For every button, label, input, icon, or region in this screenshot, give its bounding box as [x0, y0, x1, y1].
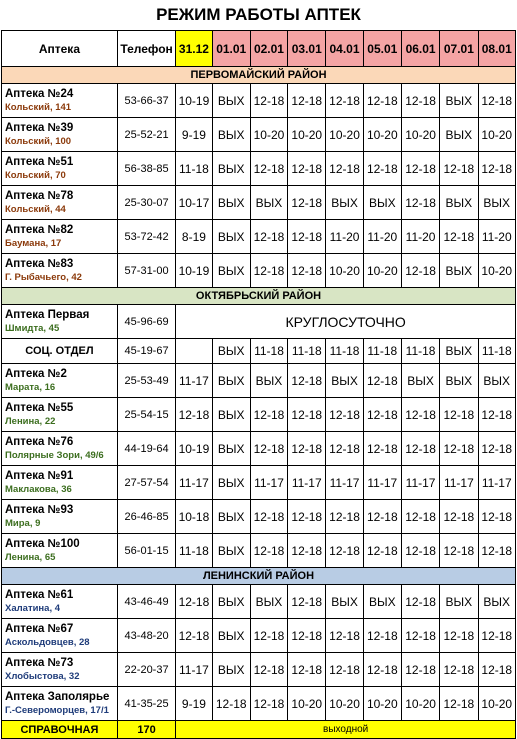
pharmacy-cell: [2, 432, 118, 466]
hours-cell: 10-20: [363, 254, 401, 288]
phone-cell: 45-96-69: [117, 305, 175, 339]
soc-label: СОЦ. ОТДЕЛ: [2, 339, 118, 364]
phone-cell: 22-20-37: [117, 653, 175, 687]
pharmacy-address: Халатина, 4: [5, 602, 61, 614]
pharmacy-address: Г. Рыбачьего, 42: [5, 271, 82, 283]
hours-cell: 12-18: [288, 84, 326, 118]
pharmacy-address: Полярные Зори, 49/6: [5, 449, 104, 461]
hours-cell: 10-20: [326, 687, 363, 721]
hours-cell: 12-18: [326, 500, 363, 534]
district-header: [2, 67, 516, 84]
hours-cell: 12-18: [326, 619, 363, 653]
hours-cell: 12-18: [440, 653, 478, 687]
date-header: 05.01: [363, 31, 401, 67]
table-row: [2, 254, 516, 288]
hours-cell: 12-18: [401, 152, 439, 186]
district-name: ЛЕНИНСКИЙ РАЙОН: [2, 568, 516, 585]
hours-cell: 12-18: [250, 254, 287, 288]
hours-cell: 12-18: [401, 254, 439, 288]
hours-cell: 11-17: [326, 466, 363, 500]
pharmacy-name: Аптека Заполярье: [5, 690, 110, 703]
hours-cell: ВЫХ: [250, 585, 287, 619]
pharmacy-address: Хлобыстова, 32: [5, 670, 80, 682]
hours-cell: 10-20: [478, 687, 516, 721]
hours-cell: ВЫХ: [363, 186, 401, 220]
hours-cell: 10-20: [363, 118, 401, 152]
hours-cell: 11-17: [401, 466, 439, 500]
phone-cell: 44-19-64: [117, 432, 175, 466]
pharmacy-address: Марата, 16: [5, 381, 56, 393]
col-pharmacy-header: Аптека: [2, 31, 118, 67]
hours-cell: 10-20: [401, 687, 439, 721]
pharmacy-name: Аптека №93: [5, 503, 74, 516]
hours-cell: 12-18: [250, 534, 287, 568]
hours-cell: 12-18: [250, 500, 287, 534]
hours-cell: 11-17: [176, 653, 212, 687]
hours-cell: 12-18: [326, 432, 363, 466]
hours-cell: 10-19: [176, 84, 212, 118]
hours-cell: 11-18: [250, 339, 287, 364]
hours-cell: 12-18: [440, 432, 478, 466]
phone-cell: 56-01-15: [117, 534, 175, 568]
hours-cell: ВЫХ: [212, 364, 250, 398]
hours-cell: 11-18: [326, 339, 363, 364]
hours-cell: 11-18: [176, 534, 212, 568]
hours-cell: 12-18: [288, 432, 326, 466]
hours-cell: ВЫХ: [440, 364, 478, 398]
pharmacy-address: Ленина, 65: [5, 551, 56, 563]
hours-cell: 12-18: [440, 500, 478, 534]
hours-cell: 12-18: [288, 653, 326, 687]
hours-cell: 12-18: [250, 619, 287, 653]
hours-cell: 12-18: [363, 653, 401, 687]
hours-cell: 10-19: [176, 432, 212, 466]
pharmacy-name: Аптека №61: [5, 588, 74, 601]
phone-cell: 56-38-85: [117, 152, 175, 186]
hours-cell: 9-19: [176, 118, 212, 152]
hours-cell: 12-18: [478, 398, 516, 432]
phone-cell: 43-46-49: [117, 585, 175, 619]
hours-cell: 11-18: [288, 339, 326, 364]
hours-cell: 12-18: [176, 398, 212, 432]
pharmacy-cell: [2, 152, 118, 186]
hours-cell: ВЫХ: [212, 254, 250, 288]
hours-cell: ВЫХ: [440, 339, 478, 364]
header-row: [2, 31, 516, 67]
hours-cell: ВЫХ: [440, 186, 478, 220]
hours-cell: ВЫХ: [212, 500, 250, 534]
pharmacy-cell: [2, 653, 118, 687]
hours-cell: ВЫХ: [440, 118, 478, 152]
hours-cell: 12-18: [440, 398, 478, 432]
hours-cell: 12-18: [326, 398, 363, 432]
pharmacy-cell: [2, 466, 118, 500]
table-row: [2, 500, 516, 534]
table-row: [2, 398, 516, 432]
hours-cell: 12-18: [440, 687, 478, 721]
hours-cell: ВЫХ: [478, 186, 516, 220]
hours-cell: ВЫХ: [401, 364, 439, 398]
hours-cell: 12-18: [326, 84, 363, 118]
table-row: [2, 118, 516, 152]
hours-cell: 12-18: [363, 364, 401, 398]
pharmacy-cell: [2, 398, 118, 432]
hours-cell: 10-20: [250, 118, 287, 152]
hours-cell: 11-18: [401, 339, 439, 364]
phone-cell: 25-52-21: [117, 118, 175, 152]
pharmacy-cell: [2, 305, 118, 339]
pharmacy-address: Ленина, 22: [5, 415, 56, 427]
pharmacy-cell: [2, 118, 118, 152]
pharmacy-cell: [2, 534, 118, 568]
hours-cell: 11-17: [363, 466, 401, 500]
pharmacy-cell: [2, 364, 118, 398]
hours-cell: 11-18: [478, 339, 516, 364]
hours-cell: 12-18: [363, 500, 401, 534]
hours-cell: 12-18: [212, 687, 250, 721]
footer-row: [2, 721, 516, 739]
pharmacy-cell: [2, 254, 118, 288]
hours-cell: 12-18: [401, 500, 439, 534]
hours-cell: 12-18: [250, 398, 287, 432]
hours-cell: 12-18: [401, 619, 439, 653]
hours-cell: 11-18: [176, 152, 212, 186]
hours-cell: 12-18: [288, 220, 326, 254]
hours-cell: 10-20: [363, 687, 401, 721]
table-row: [2, 220, 516, 254]
date-header: 06.01: [401, 31, 439, 67]
pharmacy-cell: [2, 84, 118, 118]
hours-cell: 12-18: [288, 152, 326, 186]
table-row: [2, 534, 516, 568]
hours-cell: 12-18: [288, 364, 326, 398]
pharmacy-name: Аптека №78: [5, 189, 74, 202]
hours-cell: 12-18: [326, 534, 363, 568]
pharmacy-cell: [2, 687, 118, 721]
hours-cell: ВЫХ: [212, 118, 250, 152]
col-phone-header: Телефон: [117, 31, 175, 67]
hours-cell: 12-18: [440, 534, 478, 568]
hours-cell: 11-17: [176, 364, 212, 398]
help-desk-label: СПРАВОЧНАЯ: [2, 721, 118, 739]
table-row: [2, 619, 516, 653]
hours-cell: ВЫХ: [326, 186, 363, 220]
hours-cell: 11-20: [401, 220, 439, 254]
hours-cell: 12-18: [176, 585, 212, 619]
date-header: 31.12: [176, 31, 212, 67]
hours-cell: ВЫХ: [212, 585, 250, 619]
phone-cell: 25-53-49: [117, 364, 175, 398]
hours-cell: 10-20: [326, 118, 363, 152]
hours-cell: 12-18: [250, 84, 287, 118]
hours-cell: 12-18: [401, 432, 439, 466]
hours-cell: 12-18: [440, 220, 478, 254]
hours-cell: 12-18: [478, 152, 516, 186]
pharmacy-name: Аптека №39: [5, 121, 74, 134]
hours-cell: 12-18: [401, 186, 439, 220]
date-header: 08.01: [478, 31, 516, 67]
hours-cell: ВЫХ: [326, 364, 363, 398]
pharmacy-cell: [2, 585, 118, 619]
hours-cell: 12-18: [363, 398, 401, 432]
pharmacy-address: Кольский, 70: [5, 169, 66, 181]
hours-cell: 12-18: [363, 84, 401, 118]
district-header: [2, 288, 516, 305]
phone-cell: 27-57-54: [117, 466, 175, 500]
date-header: 04.01: [326, 31, 363, 67]
date-header: 03.01: [288, 31, 326, 67]
hours-cell: ВЫХ: [326, 585, 363, 619]
hours-cell: 10-20: [288, 118, 326, 152]
pharmacy-name: Аптека №82: [5, 223, 74, 236]
pharmacy-address: Г.-Североморцев, 17/1: [5, 704, 109, 716]
hours-cell: 12-18: [401, 534, 439, 568]
hours-cell: 12-18: [176, 619, 212, 653]
pharmacy-cell: [2, 186, 118, 220]
hours-cell: 12-18: [288, 534, 326, 568]
table-row: [2, 364, 516, 398]
hours-cell: 12-18: [250, 220, 287, 254]
hours-cell: ВЫХ: [212, 339, 250, 364]
hours-cell: 10-17: [176, 186, 212, 220]
hours-cell: 10-20: [401, 118, 439, 152]
pharmacy-address: Кольский, 100: [5, 135, 72, 147]
phone-cell: 26-46-85: [117, 500, 175, 534]
pharmacy-name: Аптека №55: [5, 401, 74, 414]
hours-cell: 12-18: [401, 653, 439, 687]
hours-cell: ВЫХ: [250, 186, 287, 220]
district-name: ПЕРВОМАЙСКИЙ РАЙОН: [2, 67, 516, 84]
hours-cell: 9-19: [176, 687, 212, 721]
hours-cell: 12-18: [478, 500, 516, 534]
hours-cell: 12-18: [250, 653, 287, 687]
hours-cell: ВЫХ: [478, 364, 516, 398]
hours-cell: ВЫХ: [212, 653, 250, 687]
hours-cell: ВЫХ: [212, 152, 250, 186]
hours-cell: ВЫХ: [212, 432, 250, 466]
phone-cell: 57-31-00: [117, 254, 175, 288]
legend-day-off: выходной: [176, 721, 516, 739]
hours-cell: ВЫХ: [212, 220, 250, 254]
hours-cell: ВЫХ: [478, 585, 516, 619]
round-the-clock-cell: КРУГЛОСУТОЧНО: [176, 305, 516, 339]
hours-cell: ВЫХ: [440, 254, 478, 288]
table-row: [2, 186, 516, 220]
hours-cell: 12-18: [250, 432, 287, 466]
pharmacy-address: Маклакова, 36: [5, 483, 72, 495]
hours-cell: ВЫХ: [440, 585, 478, 619]
hours-cell: 12-18: [440, 152, 478, 186]
hours-cell: 11-18: [363, 339, 401, 364]
hours-cell: 12-18: [440, 619, 478, 653]
table-row: [2, 152, 516, 186]
hours-cell: ВЫХ: [212, 84, 250, 118]
help-desk-number: 170: [117, 721, 175, 739]
hours-cell: ВЫХ: [363, 585, 401, 619]
table-row: [2, 585, 516, 619]
pharmacy-name: Аптека №76: [5, 435, 74, 448]
date-header: 02.01: [250, 31, 287, 67]
hours-cell: 10-20: [478, 118, 516, 152]
hours-cell: 12-18: [478, 432, 516, 466]
pharmacy-name: Аптека Первая: [5, 308, 90, 321]
page-title: РЕЖИМ РАБОТЫ АПТЕК: [2, 0, 516, 31]
pharmacy-address: Кольский, 141: [5, 101, 72, 113]
pharmacy-name: Аптека №51: [5, 155, 74, 168]
hours-cell: 12-18: [478, 619, 516, 653]
phone-cell: 25-54-15: [117, 398, 175, 432]
hours-cell: 11-20: [478, 220, 516, 254]
schedule-table: [1, 0, 516, 739]
pharmacy-name: Аптека №100: [5, 537, 80, 550]
phone-cell: 53-66-37: [117, 84, 175, 118]
hours-cell: 12-18: [250, 687, 287, 721]
pharmacy-name: Аптека №91: [5, 469, 74, 482]
pharmacy-name: Аптека №24: [5, 87, 74, 100]
table-row: [2, 339, 516, 364]
hours-cell: 12-18: [288, 398, 326, 432]
hours-cell: 12-18: [326, 653, 363, 687]
pharmacy-address: Кольский, 44: [5, 203, 66, 215]
hours-cell: 12-18: [363, 152, 401, 186]
district-header: [2, 568, 516, 585]
hours-cell: 10-19: [176, 254, 212, 288]
hours-cell: 10-20: [326, 254, 363, 288]
phone-cell: 53-72-42: [117, 220, 175, 254]
pharmacy-name: Аптека №67: [5, 622, 74, 635]
date-header: 01.01: [212, 31, 250, 67]
hours-cell: 10-20: [288, 687, 326, 721]
hours-cell: 12-18: [363, 619, 401, 653]
hours-cell: ВЫХ: [212, 186, 250, 220]
pharmacy-cell: [2, 220, 118, 254]
pharmacy-cell: [2, 500, 118, 534]
hours-cell: 12-18: [478, 84, 516, 118]
district-name: ОКТЯБРЬСКИЙ РАЙОН: [2, 288, 516, 305]
hours-cell: 12-18: [326, 152, 363, 186]
hours-cell: 11-17: [176, 466, 212, 500]
table-row: [2, 432, 516, 466]
hours-cell: ВЫХ: [250, 364, 287, 398]
phone-cell: 45-19-67: [117, 339, 175, 364]
hours-cell: 12-18: [363, 534, 401, 568]
table-row: [2, 687, 516, 721]
hours-cell: 12-18: [478, 534, 516, 568]
hours-cell: 12-18: [288, 186, 326, 220]
hours-cell: 8-19: [176, 220, 212, 254]
hours-cell: ВЫХ: [212, 534, 250, 568]
hours-cell: 10-18: [176, 500, 212, 534]
table-row: [2, 305, 516, 339]
hours-cell: 11-17: [478, 466, 516, 500]
pharmacy-address: Шмидта, 45: [5, 322, 60, 334]
hours-cell: 12-18: [288, 254, 326, 288]
phone-cell: 43-48-20: [117, 619, 175, 653]
pharmacy-name: Аптека №73: [5, 656, 74, 669]
hours-cell: 10-20: [478, 254, 516, 288]
hours-cell: 11-17: [250, 466, 287, 500]
date-header: 07.01: [440, 31, 478, 67]
hours-cell: [176, 339, 212, 364]
pharmacy-address: Баумана, 17: [5, 237, 62, 249]
hours-cell: 11-17: [288, 466, 326, 500]
pharmacy-name: Аптека №2: [5, 367, 67, 380]
phone-cell: 25-30-07: [117, 186, 175, 220]
hours-cell: ВЫХ: [212, 398, 250, 432]
hours-cell: 12-18: [478, 653, 516, 687]
hours-cell: ВЫХ: [212, 619, 250, 653]
hours-cell: ВЫХ: [440, 84, 478, 118]
table-row: [2, 84, 516, 118]
pharmacy-name: Аптека №83: [5, 257, 74, 270]
hours-cell: 12-18: [401, 398, 439, 432]
hours-cell: 12-18: [288, 500, 326, 534]
hours-cell: 11-17: [440, 466, 478, 500]
table-row: [2, 466, 516, 500]
hours-cell: 11-20: [363, 220, 401, 254]
hours-cell: 12-18: [288, 619, 326, 653]
phone-cell: 41-35-25: [117, 687, 175, 721]
hours-cell: 12-18: [401, 84, 439, 118]
pharmacy-address: Мира, 9: [5, 517, 41, 529]
hours-cell: 12-18: [250, 152, 287, 186]
hours-cell: 12-18: [363, 432, 401, 466]
pharmacy-cell: [2, 619, 118, 653]
pharmacy-address: Аскольдовцев, 28: [5, 636, 90, 648]
hours-cell: ВЫХ: [212, 466, 250, 500]
hours-cell: 12-18: [401, 585, 439, 619]
hours-cell: 12-18: [288, 585, 326, 619]
hours-cell: 11-20: [326, 220, 363, 254]
table-row: [2, 653, 516, 687]
